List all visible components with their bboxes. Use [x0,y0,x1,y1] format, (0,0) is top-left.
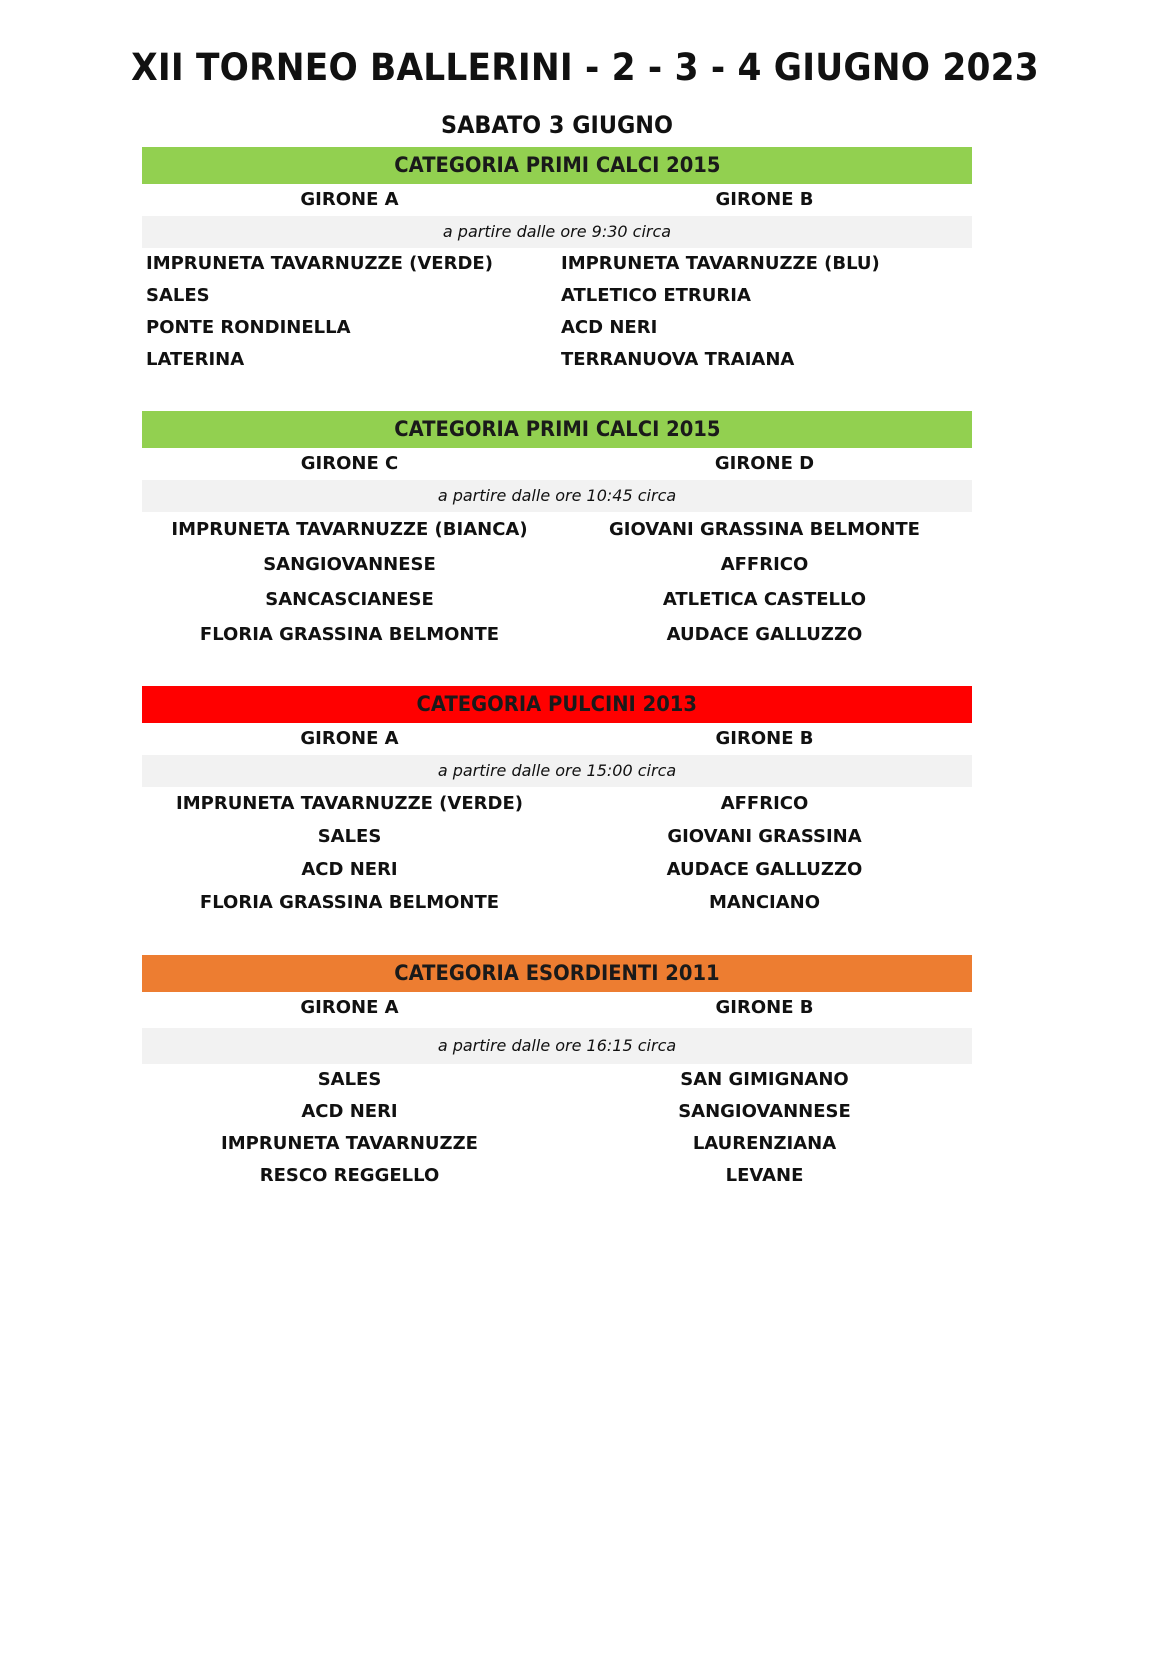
team-name: MANCIANO [708,892,821,913]
category-bar [142,686,972,723]
girone-label-right: GIRONE D [714,453,815,474]
team-name: GIOVANI GRASSINA [667,826,862,847]
page-title: XII TORNEO BALLERINI - 2 - 3 - 4 GIUGNO 2023 [131,46,1039,89]
category-bar [142,411,972,448]
start-time: a partire dalle ore 16:15 circa [142,1028,972,1064]
team-name: ACD NERI [301,1101,398,1122]
team-name: PONTE RONDINELLA [146,317,351,338]
team-name: SALES [317,826,382,847]
team-name: SANGIOVANNESE [678,1101,851,1122]
girone-label-left: GIRONE A [300,728,399,749]
girone-header-row [142,448,972,480]
page-subtitle: SABATO 3 GIUGNO [441,111,673,139]
category-title: CATEGORIA PRIMI CALCI 2015 [393,417,721,441]
start-time: a partire dalle ore 9:30 circa [142,216,972,248]
team-name: IMPRUNETA TAVARNUZZE (VERDE) [146,253,493,274]
team-name: ACD NERI [301,859,398,880]
teams-column-left [142,1064,557,1192]
girone-header-row [142,992,972,1024]
category-bar [142,955,972,992]
team-name: IMPRUNETA TAVARNUZZE (BIANCA) [171,519,528,540]
girone-label-left: GIRONE A [300,189,399,210]
teams-grid [142,512,972,652]
team-name: ACD NERI [561,317,658,338]
team-name: IMPRUNETA TAVARNUZZE (BLU) [561,253,880,274]
teams-grid [142,248,972,376]
teams-column-right [557,1064,972,1192]
teams-column-right [557,512,972,652]
team-name: SALES [146,285,210,306]
girone-label-left: GIRONE A [300,997,399,1018]
team-name: SALES [317,1069,382,1090]
category-title: CATEGORIA PULCINI 2013 [416,692,698,716]
teams-grid [142,787,972,919]
teams-column-left [142,512,557,652]
girone-label-right: GIRONE B [715,997,814,1018]
teams-column-left [142,248,557,376]
team-name: AUDACE GALLUZZO [666,624,863,645]
team-name: AUDACE GALLUZZO [666,859,863,880]
team-name: ATLETICO ETRURIA [561,285,751,306]
team-name: FLORIA GRASSINA BELMONTE [199,892,500,913]
team-name: LAURENZIANA [692,1133,837,1154]
team-name: SANCASCIANESE [265,589,434,610]
teams-grid [142,1064,972,1192]
girone-header-row [142,723,972,755]
team-name: LATERINA [146,349,245,370]
category-bar [142,147,972,184]
team-name: GIOVANI GRASSINA BELMONTE [609,519,920,540]
team-name: SANGIOVANNESE [263,554,436,575]
category-title: CATEGORIA ESORDIENTI 2011 [394,961,720,985]
girone-label-left: GIRONE C [300,453,399,474]
category-title: CATEGORIA PRIMI CALCI 2015 [393,153,721,177]
section-primi-calci-ab [142,147,972,376]
team-name: FLORIA GRASSINA BELMONTE [199,624,500,645]
team-name: LEVANE [725,1165,804,1186]
teams-column-right [557,787,972,919]
girone-header-row [142,184,972,216]
team-name: AFFRICO [720,554,809,575]
team-name: RESCO REGGELLO [259,1165,440,1186]
section-esordienti [142,955,972,1192]
team-name: IMPRUNETA TAVARNUZZE (VERDE) [176,793,523,814]
team-name: IMPRUNETA TAVARNUZZE [221,1133,478,1154]
start-time: a partire dalle ore 15:00 circa [142,755,972,787]
team-name: ATLETICA CASTELLO [662,589,867,610]
start-time: a partire dalle ore 10:45 circa [142,480,972,512]
section-pulcini [142,686,972,919]
team-name: SAN GIMIGNANO [680,1069,849,1090]
teams-column-left [142,787,557,919]
section-primi-calci-cd [142,411,972,652]
teams-column-right [557,248,972,376]
team-name: AFFRICO [720,793,809,814]
girone-label-right: GIRONE B [715,728,814,749]
girone-label-right: GIRONE B [715,189,814,210]
team-name: TERRANUOVA TRAIANA [561,349,795,370]
